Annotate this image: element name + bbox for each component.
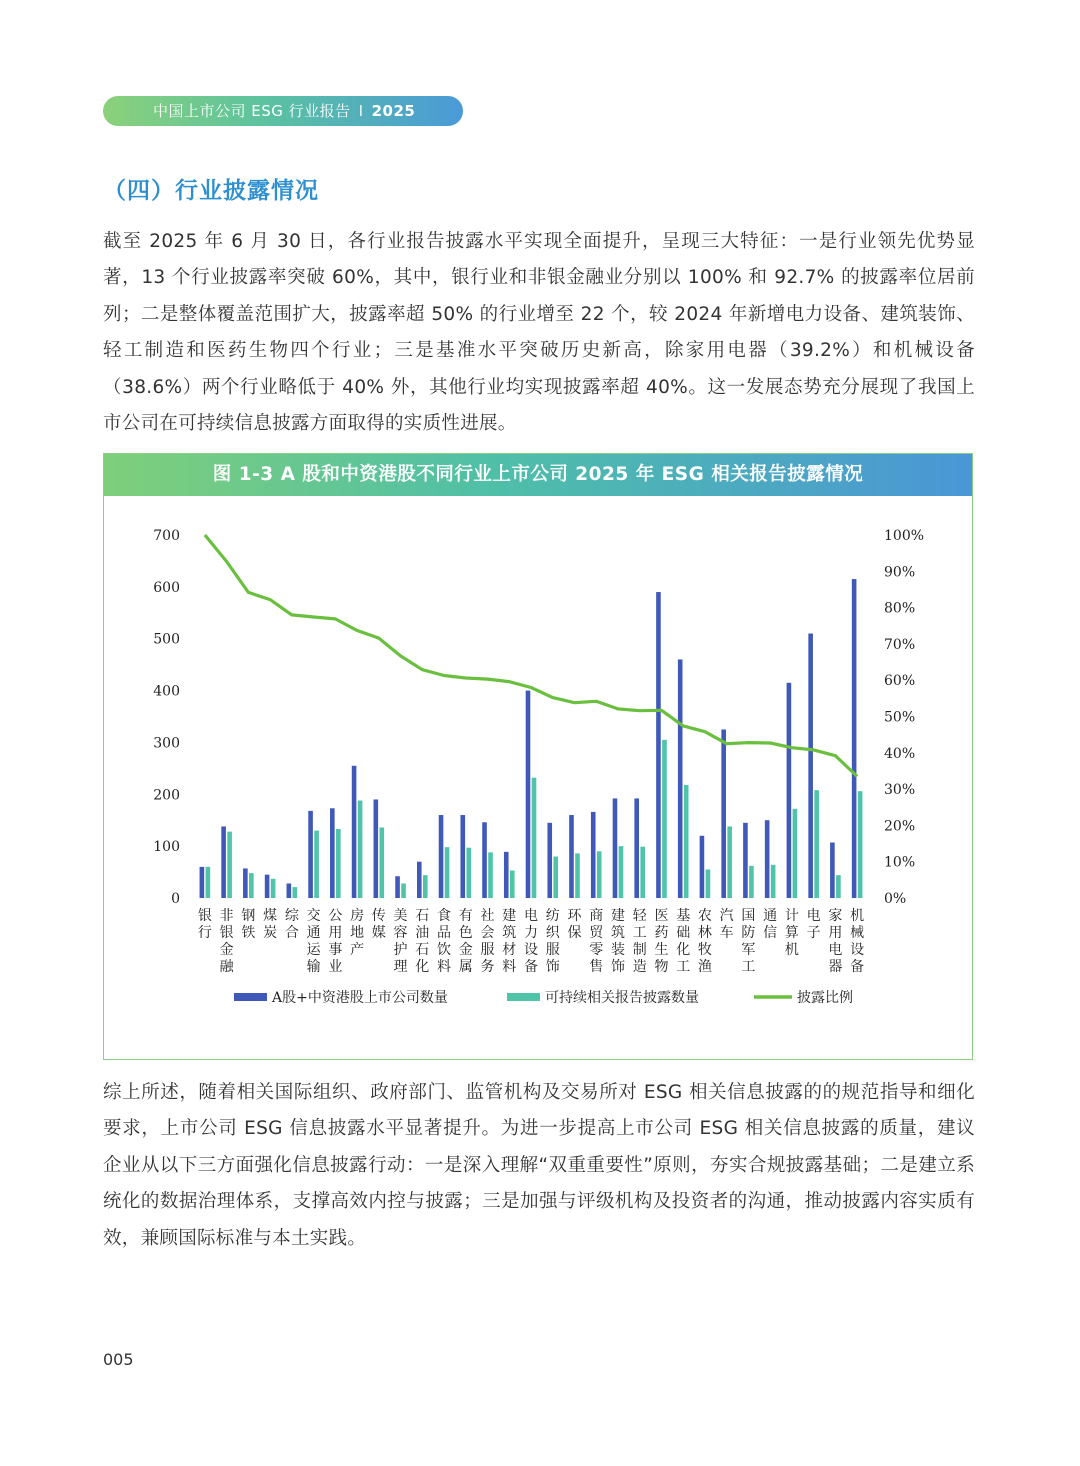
body-paragraph-2: 综上所述，随着相关国际组织、政府部门、监管机构及交易所对 ESG 相关信息披露的的规范指导和细化要求，上市公司 ESG 信息披露水平显著提升。为进一步提高上市公司 ESG 相关信息披露的质量，建议企业从以下三方面强化信息披露行动：一是深入理解“双重重要性”原则，夯实合规披露基础；二是建立系统化的数据治理体系，支撑高效内控与披露；三是加强与评级机构及投资者的沟通，推动披露内容实质有效，兼顾国际标准与本土实践。 [103, 1082, 975, 1249]
bar-company-count [200, 867, 205, 898]
bar-company-count [417, 862, 422, 898]
category-label-char: 渔 [697, 959, 712, 975]
bar-company-count [656, 592, 661, 898]
category-label-char: 材 [502, 942, 517, 958]
left-axis-tick-label: 400 [153, 683, 180, 700]
figure-title: 图 1-3 A 股和中资港股不同行业上市公司 2025 年 ESG 相关报告披露情况 [104, 454, 972, 496]
category-label-char: 属 [458, 959, 473, 975]
right-axis-tick-label: 20% [884, 818, 916, 835]
category-label-char: 生 [654, 942, 669, 958]
category-label-char: 零 [589, 942, 604, 958]
left-axis-tick-label: 700 [153, 528, 180, 544]
left-axis-tick-label: 600 [153, 579, 180, 596]
category-label-char: 综 [284, 908, 299, 924]
bar-disclosure-count [358, 801, 363, 898]
category-label-char: 设 [850, 942, 865, 958]
category-label-char: 产 [350, 942, 365, 958]
bar-company-count [526, 691, 531, 898]
bar-company-count [504, 852, 509, 898]
left-axis-tick-label: 500 [153, 631, 180, 648]
page-number: 005 [103, 1350, 134, 1369]
category-label-char: 美 [393, 908, 408, 924]
category-label-char: 军 [741, 942, 756, 958]
bar-disclosure-count [466, 848, 471, 898]
category-label-char: 汽 [719, 908, 734, 924]
category-label-char: 备 [524, 959, 538, 975]
category-label-char: 料 [437, 959, 452, 975]
figure-box [103, 453, 973, 1060]
category-label-char: 社 [480, 908, 495, 924]
bar-company-count [721, 729, 726, 898]
category-label-char: 铁 [241, 925, 256, 941]
category-label-char: 化 [415, 959, 430, 975]
legend-item-company-count-label: A股+中资港股上市公司数量 [272, 990, 448, 1006]
category-label-char: 服 [480, 942, 495, 958]
bar-disclosure-count [858, 791, 863, 898]
right-axis-tick-label: 80% [884, 600, 916, 617]
bar-company-count [460, 815, 465, 898]
category-label-char: 融 [219, 959, 234, 975]
category-label-char: 医 [654, 908, 669, 924]
category-label-char: 输 [306, 959, 321, 975]
category-label-char: 品 [437, 925, 452, 941]
bar-disclosure-count [640, 847, 645, 898]
category-label-char: 容 [393, 925, 408, 941]
category-label-char: 业 [328, 959, 343, 975]
category-label-char: 信 [763, 925, 778, 941]
category-label-char: 国 [741, 908, 756, 924]
category-label-char: 计 [784, 908, 799, 924]
category-label-char: 防 [741, 925, 756, 941]
category-label-char: 饰 [545, 959, 560, 975]
bar-disclosure-count [619, 846, 624, 898]
right-axis-tick-label: 100% [884, 528, 925, 544]
category-label-char: 售 [589, 959, 604, 975]
category-label-char: 运 [306, 942, 321, 958]
bar-disclosure-count [793, 809, 798, 898]
category-label-char: 装 [610, 942, 625, 958]
category-label-char: 电 [524, 908, 538, 924]
category-label-char: 制 [632, 942, 647, 958]
right-axis-tick-label: 40% [884, 745, 916, 762]
bar-company-count [482, 822, 487, 898]
bar-disclosure-count [423, 875, 428, 898]
report-header-pill [103, 96, 463, 126]
right-axis-tick-label: 0% [884, 891, 907, 907]
bar-disclosure-count [575, 853, 580, 898]
category-label-char: 非 [219, 908, 234, 924]
category-label-char: 械 [850, 925, 865, 941]
category-label-char: 用 [328, 925, 343, 941]
bar-company-count [743, 823, 748, 898]
body-paragraph-1: 截至 2025 年 6 月 30 日，各行业报告披露水平实现全面提升，呈现三大特征：一是行业领先优势显著，13 个行业披露率突破 60%，其中，银行业和非银金融业分别以 100% 和 92.7% 的披露率位居前列；二是整体覆盖范围扩大，披露率超 50% 的行业增至 22 个，较 2024 年新增电力设备、建筑装饰、轻工制造和医药生物四个行业；三是基准水平突破历史新高，除家用电器（39.2%）和机械设备（38.6%）两个行业略低于 40% 外，其他行业均实现披露率超 40%。这一发展态势充分展现了我国上市公司在可持续信息披露方面取得的实质性进展。 [103, 231, 975, 435]
category-label-char: 通 [306, 925, 321, 941]
bar-disclosure-count [249, 873, 254, 898]
category-label-char: 银 [219, 925, 234, 941]
bar-company-count [591, 812, 596, 898]
category-label-char: 行 [197, 925, 212, 941]
category-label-char: 合 [284, 925, 299, 941]
bar-disclosure-count [597, 851, 602, 898]
category-label-char: 银 [197, 908, 212, 924]
report-title: 中国上市公司 ESG 行业报告 [153, 102, 351, 120]
bar-company-count [330, 808, 335, 898]
category-label-char: 房 [350, 908, 365, 924]
category-label-char: 机 [784, 942, 799, 958]
category-label-char: 饰 [610, 959, 625, 975]
category-label-char: 煤 [263, 908, 278, 924]
bar-disclosure-count [336, 829, 341, 898]
bar-company-count [765, 820, 770, 898]
category-label-char: 家 [828, 908, 843, 924]
category-label-char: 石 [415, 908, 430, 924]
bar-company-count [787, 683, 792, 898]
category-label-char: 造 [632, 959, 647, 975]
bar-company-count [287, 883, 292, 898]
category-label-char: 基 [676, 908, 691, 924]
category-label-char: 织 [545, 925, 560, 941]
line-disclosure-ratio [205, 535, 857, 776]
category-label-char: 地 [350, 925, 365, 941]
category-label-char: 通 [763, 908, 778, 924]
category-label-char: 纺 [545, 908, 560, 924]
bar-company-count [852, 579, 857, 898]
category-label-char: 算 [784, 925, 799, 941]
category-label-char: 金 [219, 942, 234, 958]
category-label-char: 车 [719, 925, 734, 941]
right-axis-tick-label: 50% [884, 709, 916, 726]
category-label-char: 务 [480, 959, 495, 975]
left-axis-tick-label: 300 [153, 735, 180, 752]
category-label-char: 牧 [697, 942, 712, 958]
bar-company-count [547, 823, 552, 898]
category-label-char: 金 [458, 942, 473, 958]
category-label-char: 炭 [263, 925, 278, 941]
category-label-char: 筑 [502, 925, 517, 941]
legend-item-disclosure-count-swatch [507, 993, 540, 1001]
bar-disclosure-count [510, 871, 515, 898]
bar-company-count [439, 815, 444, 898]
bar-disclosure-count [814, 790, 819, 898]
category-label-char: 础 [676, 925, 691, 941]
category-label-char: 交 [306, 908, 321, 924]
right-axis-tick-label: 60% [884, 673, 916, 690]
category-label-char: 有 [458, 908, 473, 924]
category-label-char: 理 [393, 959, 408, 975]
category-label-char: 事 [328, 942, 343, 958]
legend-item-company-count-swatch [234, 993, 267, 1001]
category-label-char: 药 [654, 925, 669, 941]
category-label-char: 石 [415, 942, 430, 958]
category-label-char: 子 [806, 925, 821, 941]
category-label-char: 电 [828, 942, 843, 958]
category-label-char: 电 [806, 908, 821, 924]
category-label-char: 建 [610, 908, 625, 924]
bar-disclosure-count [771, 865, 776, 898]
bar-company-count [808, 634, 813, 898]
category-label-char: 器 [828, 959, 843, 975]
category-label-char: 轻 [632, 908, 647, 924]
category-label-char: 力 [524, 925, 538, 941]
category-label-char: 化 [676, 942, 691, 958]
bar-company-count [374, 799, 379, 898]
bar-disclosure-count [749, 866, 754, 898]
legend-item-ratio-label: 披露比例 [797, 990, 853, 1006]
category-label-char: 机 [850, 908, 865, 924]
category-label-char: 工 [741, 959, 756, 975]
legend-item-disclosure-count-label: 可持续相关报告披露数量 [545, 990, 699, 1006]
bar-disclosure-count [227, 832, 232, 898]
category-label-char: 筑 [610, 925, 625, 941]
category-label-char: 色 [458, 925, 473, 941]
bar-disclosure-count [293, 887, 298, 898]
category-label-char: 备 [850, 959, 865, 975]
bar-disclosure-count [401, 883, 406, 898]
left-axis-tick-label: 100 [153, 839, 180, 856]
category-label-char: 物 [654, 959, 669, 975]
bar-company-count [700, 836, 705, 898]
bar-company-count [243, 868, 248, 898]
bar-company-count [613, 798, 618, 898]
category-label-char: 传 [371, 908, 386, 924]
bar-disclosure-count [532, 778, 537, 898]
category-label-char: 工 [632, 925, 647, 941]
category-label-char: 农 [697, 908, 712, 924]
category-label-char: 料 [502, 959, 517, 975]
category-label-char: 食 [437, 908, 452, 924]
category-label-char: 工 [676, 959, 691, 975]
bar-company-count [830, 843, 835, 898]
category-label-char: 保 [567, 925, 582, 941]
category-label-char: 商 [589, 908, 604, 924]
bar-disclosure-count [662, 740, 667, 898]
bar-disclosure-count [684, 785, 689, 898]
left-axis-tick-label: 200 [153, 787, 180, 804]
section-title: （四）行业披露情况 [103, 178, 319, 204]
bar-company-count [221, 826, 226, 898]
category-label-char: 饮 [437, 942, 452, 958]
report-year: 2025 [371, 102, 416, 120]
category-label-char: 钢 [241, 908, 256, 924]
bar-company-count [265, 875, 270, 898]
right-axis-tick-label: 70% [884, 636, 916, 653]
bar-company-count [308, 811, 313, 898]
bar-disclosure-count [706, 869, 711, 898]
bar-disclosure-count [488, 852, 493, 898]
right-axis-tick-label: 90% [884, 564, 916, 581]
right-axis-tick-label: 10% [884, 854, 916, 871]
bar-disclosure-count [380, 827, 385, 898]
bar-company-count [678, 659, 683, 898]
category-label-char: 会 [480, 925, 495, 941]
bar-disclosure-count [836, 875, 841, 898]
bar-company-count [569, 815, 574, 898]
bar-disclosure-count [445, 847, 450, 898]
category-label-char: 媒 [371, 925, 386, 941]
industry-disclosure-chart [104, 454, 971, 1058]
category-label-char: 公 [328, 908, 343, 924]
bar-disclosure-count [206, 867, 211, 898]
right-axis-tick-label: 30% [884, 782, 916, 799]
category-label-char: 贸 [589, 925, 604, 941]
category-label-char: 建 [502, 908, 517, 924]
header-separator: I [358, 102, 364, 120]
category-label-char: 护 [393, 942, 408, 958]
category-label-char: 环 [567, 908, 582, 924]
bar-disclosure-count [271, 879, 276, 898]
bar-disclosure-count [314, 831, 319, 898]
left-axis-tick-label: 0 [171, 891, 180, 907]
category-label-char: 用 [828, 925, 843, 941]
bar-company-count [634, 798, 639, 898]
category-label-char: 服 [545, 942, 560, 958]
bar-disclosure-count [553, 857, 558, 898]
category-label-char: 林 [697, 925, 712, 941]
bar-company-count [395, 876, 400, 898]
bar-company-count [352, 766, 357, 898]
bar-disclosure-count [727, 826, 732, 898]
category-label-char: 设 [524, 942, 538, 958]
category-label-char: 油 [415, 925, 430, 941]
